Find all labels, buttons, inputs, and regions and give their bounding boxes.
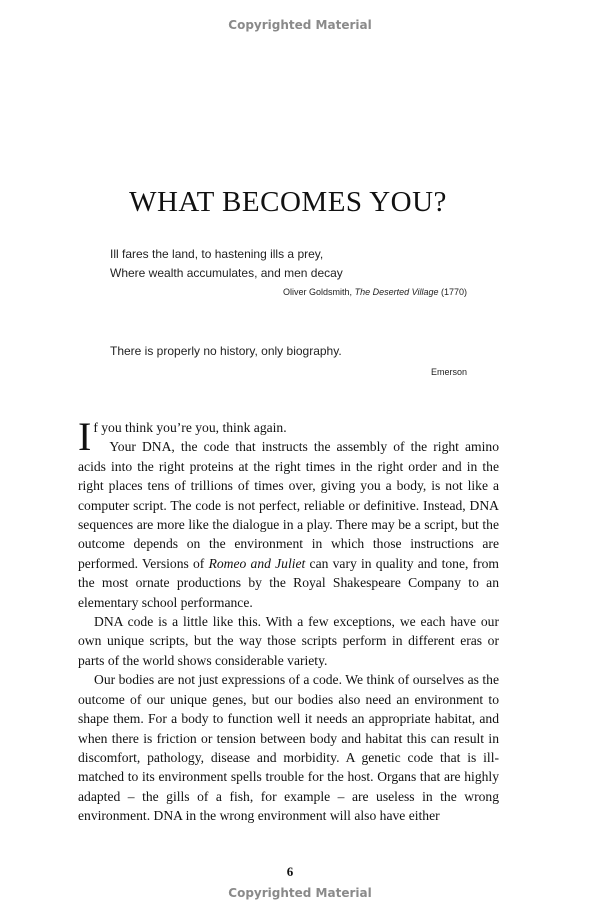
epigraph-attribution [110,287,467,297]
paragraph-text: can vary in quality and tone, from the most ornate productions by the Royal Shakespeare Company to an elementary school performance. [78,555,500,610]
paragraph: Our bodies are not just expressions of a code. We think of ourselves as the outcome of our unique genes, but our bodies also need an environment to shape them. For a body to function well it needs an appropriate habitat, and when there is friction or tension between body and habitat this can result in discomfort, pathology, disease and morbidity. A genetic code that is ill-matched to its environment spells trouble for the host. Organs that are highly adapted – the gills of a fish, for example – are useless in the wrong environment. DNA in the wrong environment will also have either [78,672,499,824]
body-text [78,414,500,826]
paragraph: DNA code is a little like this. With a few exceptions, we each have our own unique scripts, but the way those scripts perform in different eras or parts of the world shows considerable variety. [78,614,499,668]
epigraph-line: Ill fares the land, to hastening ills a prey, [110,247,324,261]
epigraph-author: Oliver Goldsmith, [283,287,353,297]
copyright-watermark-top: Copyrighted Material [228,18,372,32]
paragraph-text: Versions of [141,555,205,571]
chapter-title: WHAT BECOMES YOU? [129,186,447,218]
epigraph-goldsmith [110,245,467,297]
epigraph-year: (1770) [440,287,467,297]
page-number: 6 [286,864,294,879]
epigraph-work-title: The Deserted Village [354,287,439,297]
paragraph [78,414,499,459]
paragraph-text: f you think you’re you, think again. [93,420,287,435]
epigraph-line: Where wealth accumulates, and men decay [110,266,343,280]
drop-cap: I [78,414,92,459]
epigraph-author: Emerson [430,367,467,377]
play-title: Romeo and Juliet [208,555,306,571]
epigraph-emerson [110,342,467,377]
epigraph-attribution [110,367,467,377]
copyright-watermark-bottom: Copyrighted Material [228,886,372,900]
paragraph-text: Your DNA, the code that instructs the assembly of the right amino acids into the right proteins at the right times in the right order and in the right places tens of trillions of times over, giving you a body, is not like a computer script. The code is not perfect, reliable or definitive. Instead, DNA sequences are more like the dialogue in a play. There may be a script, but the outcome depends on the environment in which those instructions are performed. [78,439,499,571]
paragraph [78,437,499,612]
epigraph-line: There is properly no history, only biography. [110,344,342,358]
